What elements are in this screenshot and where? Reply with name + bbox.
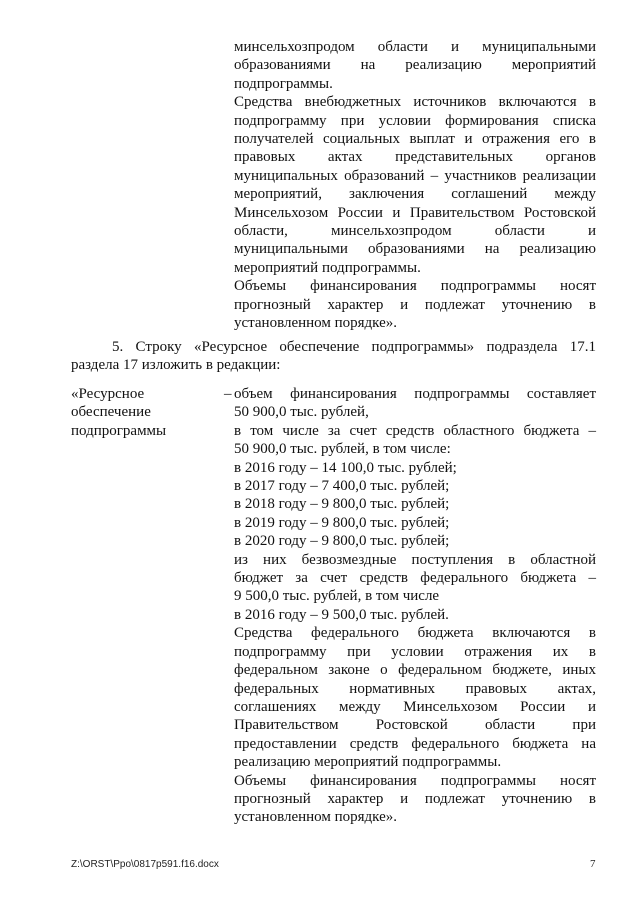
text-line: минсельхозпродом области и муниципальными (234, 39, 596, 55)
text-line: муниципальных образований – участников реализации (234, 167, 596, 184)
text-line: 50 900,0 тыс. рублей, (234, 404, 369, 421)
top-text-block (234, 38, 596, 333)
text-line: предоставлении средств федерального бюджета на (234, 735, 596, 752)
text-line: Объемы финансирования подпрограммы носят (234, 772, 596, 789)
text-line: в 2020 году – 9 800,0 тыс. рублей; (234, 533, 450, 550)
text-line: федеральных нормативных правовых актах, (234, 680, 596, 697)
text-line: получателей социальных выплат и отражения его в (234, 131, 596, 148)
text-line: соглашениях между Минсельхозом России и (234, 698, 596, 715)
label-dash: – (224, 386, 232, 402)
text-line: из них безвозмездные поступления в областной (234, 551, 596, 568)
text-line: в 2018 году – 9 800,0 тыс. рублей; (234, 496, 450, 513)
text-line: объем финансирования подпрограммы составляет (234, 386, 596, 402)
label-line-3: подпрограммы (71, 422, 167, 439)
text-line: федеральном законе о федеральном бюджете, иных (234, 662, 596, 679)
text-line: установленном порядке». (234, 809, 398, 826)
text-line: в том числе за счет средств областного бюджета – (234, 422, 596, 439)
text-line: Минсельхозом России и Правительством Ростовской (234, 204, 596, 221)
text-line: установленном порядке». (234, 315, 398, 332)
text-line: 9 500,0 тыс. рублей, в том числе (234, 588, 440, 605)
label-line-2: обеспечение (71, 404, 151, 421)
instruction-line-1: 5. Строку «Ресурсное обеспечение подпрограммы» подраздела 17.1 (112, 339, 596, 355)
text-line: бюджет за счет средств федерального бюджета – (234, 570, 596, 587)
text-line: в 2016 году – 14 100,0 тыс. рублей; (234, 459, 457, 476)
text-line: Средства федерального бюджета включаются в (234, 625, 596, 642)
text-line: Правительством Ростовской области при (234, 717, 596, 734)
footer-file-path: Z:\ORST\Ppo\0817p591.f16.docx (71, 859, 219, 870)
text-line: подпрограмму при условии отражения их в (234, 643, 596, 660)
text-line: Объемы финансирования подпрограммы носят (234, 278, 596, 295)
text-line: в 2019 году – 9 800,0 тыс. рублей; (234, 514, 450, 531)
resource-label (71, 385, 221, 440)
text-line: подпрограмму при условии формирования списка (234, 112, 596, 129)
text-line: мероприятий, заключения соглашений между (234, 186, 596, 203)
text-line: подпрограммы. (234, 75, 333, 92)
text-line: Средства внебюджетных источников включаются в (234, 94, 596, 111)
text-line: прогнозный характер и подлежат уточнению в (234, 790, 596, 807)
text-line: мероприятий подпрограммы. (234, 259, 421, 276)
page-number: 7 (590, 858, 596, 870)
label-line-1: «Ресурсное (71, 386, 145, 402)
text-line: 50 900,0 тыс. рублей, в том числе: (234, 441, 451, 458)
instruction-paragraph (71, 338, 596, 375)
text-line: прогнозный характер и подлежат уточнению в (234, 296, 596, 313)
resource-text-block (234, 385, 596, 827)
text-line: в 2017 году – 7 400,0 тыс. рублей; (234, 478, 450, 495)
text-line: муниципальными образованиями на реализацию (234, 241, 596, 258)
text-line: области, минсельхозпродом области и (234, 223, 596, 240)
text-line: реализацию мероприятий подпрограммы. (234, 754, 502, 771)
text-line: правовых актах представительных органов (234, 149, 596, 166)
text-line: образованиями на реализацию мероприятий (234, 57, 596, 74)
instruction-line-2: раздела 17 изложить в редакции: (71, 357, 281, 374)
text-line: в 2016 году – 9 500,0 тыс. рублей. (234, 606, 449, 623)
